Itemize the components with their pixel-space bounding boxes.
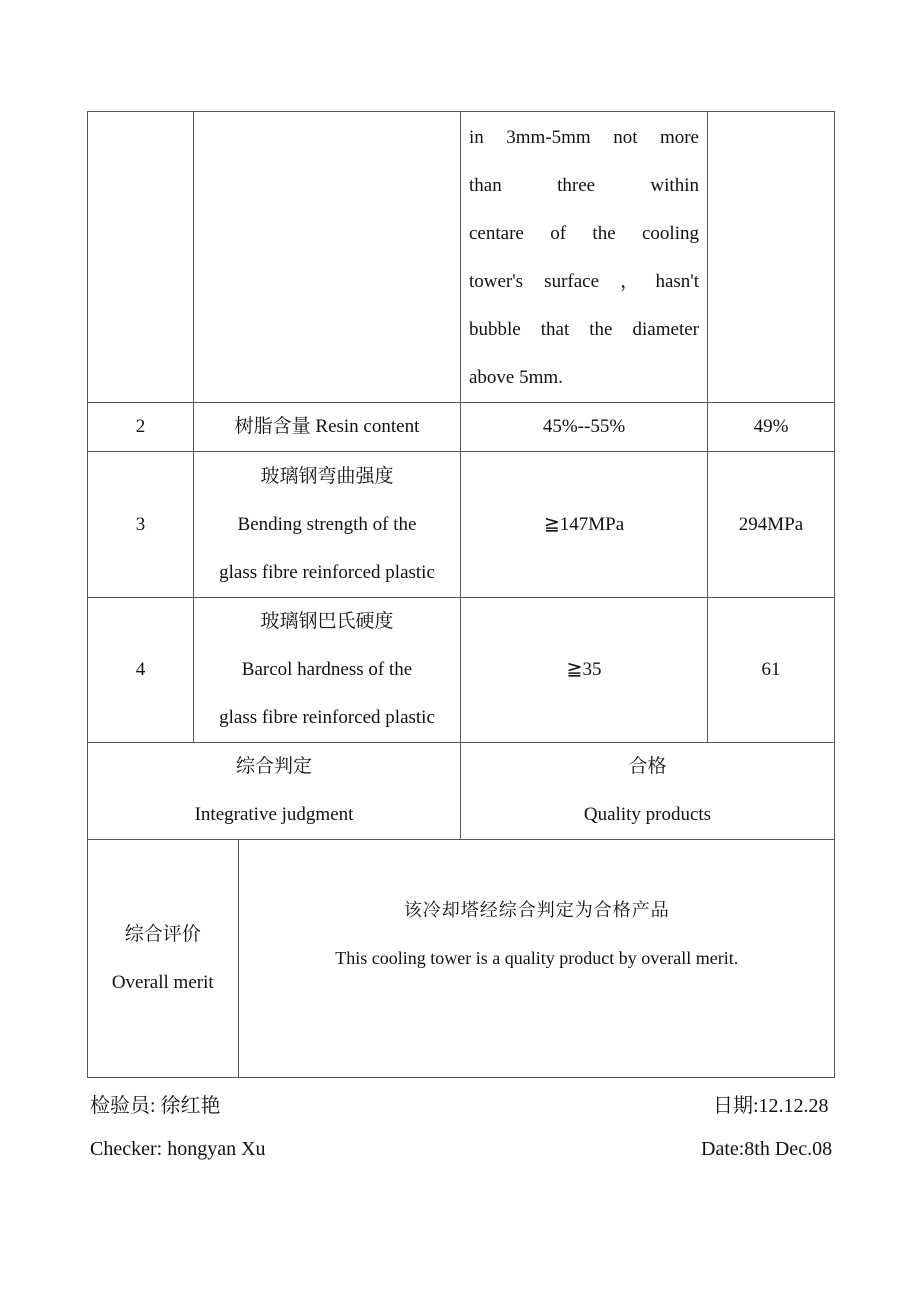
standard-line: centare of the cooling — [469, 223, 699, 244]
merit-label — [88, 840, 238, 1077]
judgment-label-en: Integrative judgment — [194, 804, 354, 825]
row-number: 2 — [88, 403, 194, 452]
standard-line: in 3mm-5mm not more — [469, 127, 699, 148]
result-value: 61 — [708, 598, 835, 743]
standard-value: 45%--55% — [461, 403, 708, 452]
standard-line: bubble that the diameter — [469, 319, 699, 340]
test-report-table — [87, 111, 835, 1078]
judgment-label — [88, 743, 461, 840]
item-name: 树脂含量 Resin content — [194, 403, 461, 452]
merit-text — [238, 840, 835, 1077]
result-value: 49% — [708, 403, 835, 452]
table-row — [88, 403, 835, 452]
standard-value: ≧35 — [461, 598, 708, 743]
standard-line: than three within — [469, 175, 699, 196]
merit-text-en: This cooling tower is a quality product by overall merit. — [335, 948, 739, 968]
table-row — [88, 598, 835, 743]
checker-cn: 检验员: 徐红艳 — [90, 1095, 221, 1117]
item-name-cn: 玻璃钢巴氏硬度 — [260, 611, 394, 632]
item-name-en: Barcol hardness of the — [241, 659, 413, 680]
standard-line: above 5mm. — [469, 367, 563, 388]
table-row — [88, 452, 835, 598]
merit-label-en: Overall merit — [111, 971, 214, 993]
merit-row — [88, 840, 835, 1078]
item-name-en: Bending strength of the — [237, 513, 417, 535]
merit-subtable — [88, 840, 835, 1077]
judgment-label-cn: 综合判定 — [235, 756, 312, 777]
item-name-en: glass fibre reinforced plastic — [219, 561, 435, 583]
standard-value: ≧147MPa — [461, 452, 708, 598]
result-value: 294MPa — [708, 452, 835, 598]
item-name-cn: 玻璃钢弯曲强度 — [260, 465, 394, 487]
item-cell — [194, 112, 461, 403]
judgment-row — [88, 743, 835, 840]
row-number: 3 — [88, 452, 194, 598]
merit-cell — [88, 840, 835, 1078]
checker-en: Checker: hongyan Xu — [90, 1138, 266, 1160]
judgment-value-en: Quality products — [583, 804, 712, 825]
merit-label-cn: 综合评价 — [124, 923, 201, 945]
judgment-value-cn: 合格 — [628, 756, 667, 777]
item-name — [194, 598, 461, 743]
item-name — [194, 452, 461, 598]
date-cn: 日期:12.12.28 — [713, 1095, 829, 1117]
item-name-en: glass fibre reinforced plastic — [219, 707, 435, 728]
standard-line: tower's surface ，hasn't — [469, 271, 699, 292]
standard-cell — [461, 112, 708, 403]
merit-text-cn: 该冷却塔经综合判定为合格产品 — [403, 900, 670, 920]
row-number: 4 — [88, 598, 194, 743]
table-row — [88, 112, 835, 403]
no-cell — [88, 112, 194, 403]
result-cell — [708, 112, 835, 403]
date-en: Date:8th Dec.08 — [701, 1138, 833, 1160]
judgment-value — [461, 743, 835, 840]
